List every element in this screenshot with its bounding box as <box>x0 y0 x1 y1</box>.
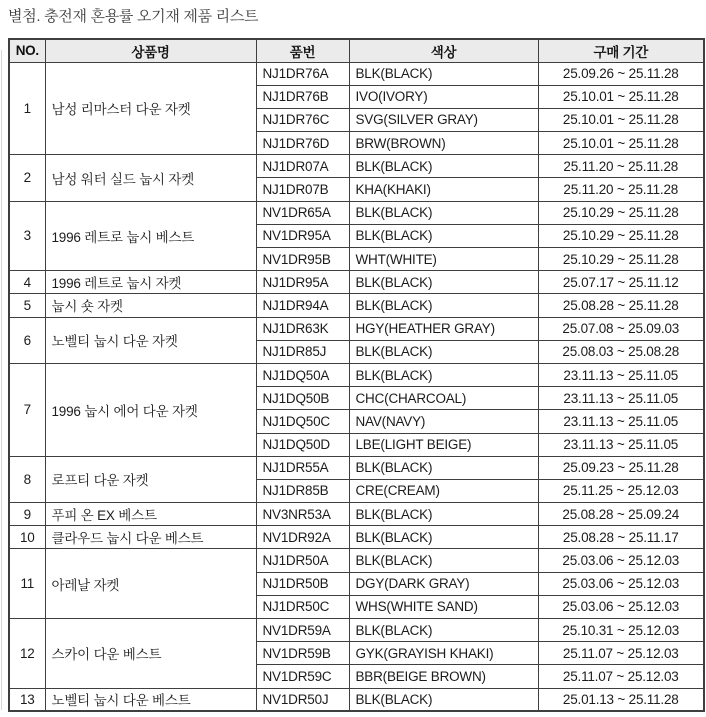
purchase-period-cell: 25.08.28 ~ 25.11.17 <box>538 526 704 549</box>
row-no-cell: 2 <box>9 155 45 201</box>
purchase-period-cell: 25.10.01 ~ 25.11.28 <box>538 108 704 131</box>
row-no-cell: 6 <box>9 317 45 363</box>
purchase-period-cell: 25.10.29 ~ 25.11.28 <box>538 201 704 224</box>
part-number-cell: NJ1DR55A <box>256 456 349 479</box>
product-name-cell: 남성 워터 실드 눕시 자켓 <box>45 155 256 201</box>
table-row <box>9 526 704 549</box>
part-number-cell: NV1DR59B <box>256 642 349 665</box>
product-name-cell: 로프티 다운 자켓 <box>45 456 256 502</box>
part-number-cell: NJ1DR07B <box>256 178 349 201</box>
color-cell: NAV(NAVY) <box>349 410 538 433</box>
color-cell: BLK(BLACK) <box>349 688 538 711</box>
table-row <box>9 271 704 294</box>
table-row <box>9 549 704 572</box>
part-number-cell: NV1DR65A <box>256 201 349 224</box>
color-cell: BRW(BROWN) <box>349 132 538 155</box>
color-cell: HGY(HEATHER GRAY) <box>349 317 538 340</box>
purchase-period-cell: 25.09.26 ~ 25.11.28 <box>538 62 704 85</box>
color-cell: BLK(BLACK) <box>349 340 538 363</box>
purchase-period-cell: 25.01.13 ~ 25.11.28 <box>538 688 704 711</box>
row-no-cell: 3 <box>9 201 45 271</box>
part-number-cell: NV1DR95A <box>256 224 349 247</box>
part-number-cell: NJ1DR76B <box>256 85 349 108</box>
color-cell: BLK(BLACK) <box>349 294 538 317</box>
purchase-period-cell: 25.03.06 ~ 25.12.03 <box>538 549 704 572</box>
row-no-cell: 8 <box>9 456 45 502</box>
table-row <box>9 62 704 85</box>
color-cell: BBR(BEIGE BROWN) <box>349 665 538 688</box>
color-cell: BLK(BLACK) <box>349 62 538 85</box>
part-number-cell: NJ1DR94A <box>256 294 349 317</box>
row-no-cell: 13 <box>9 688 45 711</box>
product-name-cell: 클라우드 눕시 다운 베스트 <box>45 526 256 549</box>
color-cell: WHT(WHITE) <box>349 248 538 271</box>
color-cell: BLK(BLACK) <box>349 155 538 178</box>
color-cell: BLK(BLACK) <box>349 619 538 642</box>
part-number-cell: NJ1DR63K <box>256 317 349 340</box>
header-purchase-period: 구매 기간 <box>538 39 704 62</box>
part-number-cell: NJ1DR50B <box>256 572 349 595</box>
color-cell: BLK(BLACK) <box>349 549 538 572</box>
color-cell: IVO(IVORY) <box>349 85 538 108</box>
purchase-period-cell: 25.07.17 ~ 25.11.12 <box>538 271 704 294</box>
part-number-cell: NJ1DR95A <box>256 271 349 294</box>
color-cell: LBE(LIGHT BEIGE) <box>349 433 538 456</box>
part-number-cell: NV1DR50J <box>256 688 349 711</box>
purchase-period-cell: 25.11.20 ~ 25.11.28 <box>538 155 704 178</box>
table-row <box>9 363 704 386</box>
purchase-period-cell: 23.11.13 ~ 25.11.05 <box>538 410 704 433</box>
product-name-cell: 스카이 다운 베스트 <box>45 619 256 689</box>
product-name-cell: 아레날 자켓 <box>45 549 256 619</box>
row-no-cell: 12 <box>9 619 45 689</box>
row-no-cell: 5 <box>9 294 45 317</box>
purchase-period-cell: 25.11.20 ~ 25.11.28 <box>538 178 704 201</box>
purchase-period-cell: 25.03.06 ~ 25.12.03 <box>538 595 704 618</box>
table-row <box>9 155 704 178</box>
purchase-period-cell: 25.08.28 ~ 25.11.28 <box>538 294 704 317</box>
table-row <box>9 503 704 526</box>
color-cell: BLK(BLACK) <box>349 271 538 294</box>
product-name-cell: 1996 레트로 눕시 자켓 <box>45 271 256 294</box>
part-number-cell: NV1DR95B <box>256 248 349 271</box>
product-name-cell: 노벨티 눕시 다운 자켓 <box>45 317 256 363</box>
part-number-cell: NJ1DQ50A <box>256 363 349 386</box>
table-row <box>9 456 704 479</box>
color-cell: BLK(BLACK) <box>349 503 538 526</box>
purchase-period-cell: 25.08.28 ~ 25.09.24 <box>538 503 704 526</box>
purchase-period-cell: 25.11.07 ~ 25.12.03 <box>538 642 704 665</box>
table-row <box>9 619 704 642</box>
row-no-cell: 1 <box>9 62 45 155</box>
part-number-cell: NV1DR92A <box>256 526 349 549</box>
header-color: 색상 <box>349 39 538 62</box>
product-name-cell: 남성 리마스터 다운 자켓 <box>45 62 256 155</box>
table-row <box>9 688 704 711</box>
part-number-cell: NJ1DR76A <box>256 62 349 85</box>
part-number-cell: NJ1DR76D <box>256 132 349 155</box>
part-number-cell: NJ1DR85B <box>256 479 349 502</box>
color-cell: CRE(CREAM) <box>349 479 538 502</box>
product-table <box>8 38 705 712</box>
page-title: 별첨. 충전재 혼용률 오기재 제품 리스트 <box>8 8 259 25</box>
purchase-period-cell: 25.03.06 ~ 25.12.03 <box>538 572 704 595</box>
purchase-period-cell: 25.10.29 ~ 25.11.28 <box>538 224 704 247</box>
purchase-period-cell: 23.11.13 ~ 25.11.05 <box>538 433 704 456</box>
part-number-cell: NJ1DQ50B <box>256 387 349 410</box>
color-cell: CHC(CHARCOAL) <box>349 387 538 410</box>
purchase-period-cell: 25.10.01 ~ 25.11.28 <box>538 132 704 155</box>
header-no: NO. <box>9 39 45 62</box>
part-number-cell: NJ1DR76C <box>256 108 349 131</box>
table-row <box>9 317 704 340</box>
purchase-period-cell: 25.07.08 ~ 25.09.03 <box>538 317 704 340</box>
part-number-cell: NJ1DQ50D <box>256 433 349 456</box>
part-number-cell: NJ1DR50A <box>256 549 349 572</box>
color-cell: WHS(WHITE SAND) <box>349 595 538 618</box>
purchase-period-cell: 25.11.07 ~ 25.12.03 <box>538 665 704 688</box>
product-table-body <box>9 62 704 711</box>
part-number-cell: NJ1DR07A <box>256 155 349 178</box>
table-header-row <box>9 39 704 62</box>
purchase-period-cell: 25.08.03 ~ 25.08.28 <box>538 340 704 363</box>
color-cell: BLK(BLACK) <box>349 526 538 549</box>
part-number-cell: NJ1DR50C <box>256 595 349 618</box>
purchase-period-cell: 25.10.29 ~ 25.11.28 <box>538 248 704 271</box>
color-cell: BLK(BLACK) <box>349 224 538 247</box>
left-gridline <box>1 50 2 710</box>
product-name-cell: 노벨티 눕시 다운 베스트 <box>45 688 256 711</box>
row-no-cell: 7 <box>9 363 45 456</box>
row-no-cell: 4 <box>9 271 45 294</box>
part-number-cell: NV1DR59C <box>256 665 349 688</box>
color-cell: BLK(BLACK) <box>349 363 538 386</box>
product-name-cell: 푸피 온 EX 베스트 <box>45 503 256 526</box>
color-cell: DGY(DARK GRAY) <box>349 572 538 595</box>
table-row <box>9 294 704 317</box>
color-cell: BLK(BLACK) <box>349 456 538 479</box>
purchase-period-cell: 23.11.13 ~ 25.11.05 <box>538 363 704 386</box>
purchase-period-cell: 25.10.31 ~ 25.12.03 <box>538 619 704 642</box>
purchase-period-cell: 25.11.25 ~ 25.12.03 <box>538 479 704 502</box>
color-cell: SVG(SILVER GRAY) <box>349 108 538 131</box>
part-number-cell: NJ1DR85J <box>256 340 349 363</box>
table-row <box>9 201 704 224</box>
part-number-cell: NJ1DQ50C <box>256 410 349 433</box>
purchase-period-cell: 25.10.01 ~ 25.11.28 <box>538 85 704 108</box>
part-number-cell: NV1DR59A <box>256 619 349 642</box>
product-name-cell: 눕시 숏 자켓 <box>45 294 256 317</box>
color-cell: BLK(BLACK) <box>349 201 538 224</box>
row-no-cell: 9 <box>9 503 45 526</box>
header-product-name: 상품명 <box>45 39 256 62</box>
color-cell: KHA(KHAKI) <box>349 178 538 201</box>
row-no-cell: 11 <box>9 549 45 619</box>
purchase-period-cell: 23.11.13 ~ 25.11.05 <box>538 387 704 410</box>
color-cell: GYK(GRAYISH KHAKI) <box>349 642 538 665</box>
header-part-number: 품번 <box>256 39 349 62</box>
part-number-cell: NV3NR53A <box>256 503 349 526</box>
product-name-cell: 1996 눕시 에어 다운 자켓 <box>45 363 256 456</box>
purchase-period-cell: 25.09.23 ~ 25.11.28 <box>538 456 704 479</box>
product-name-cell: 1996 레트로 눕시 베스트 <box>45 201 256 271</box>
row-no-cell: 10 <box>9 526 45 549</box>
